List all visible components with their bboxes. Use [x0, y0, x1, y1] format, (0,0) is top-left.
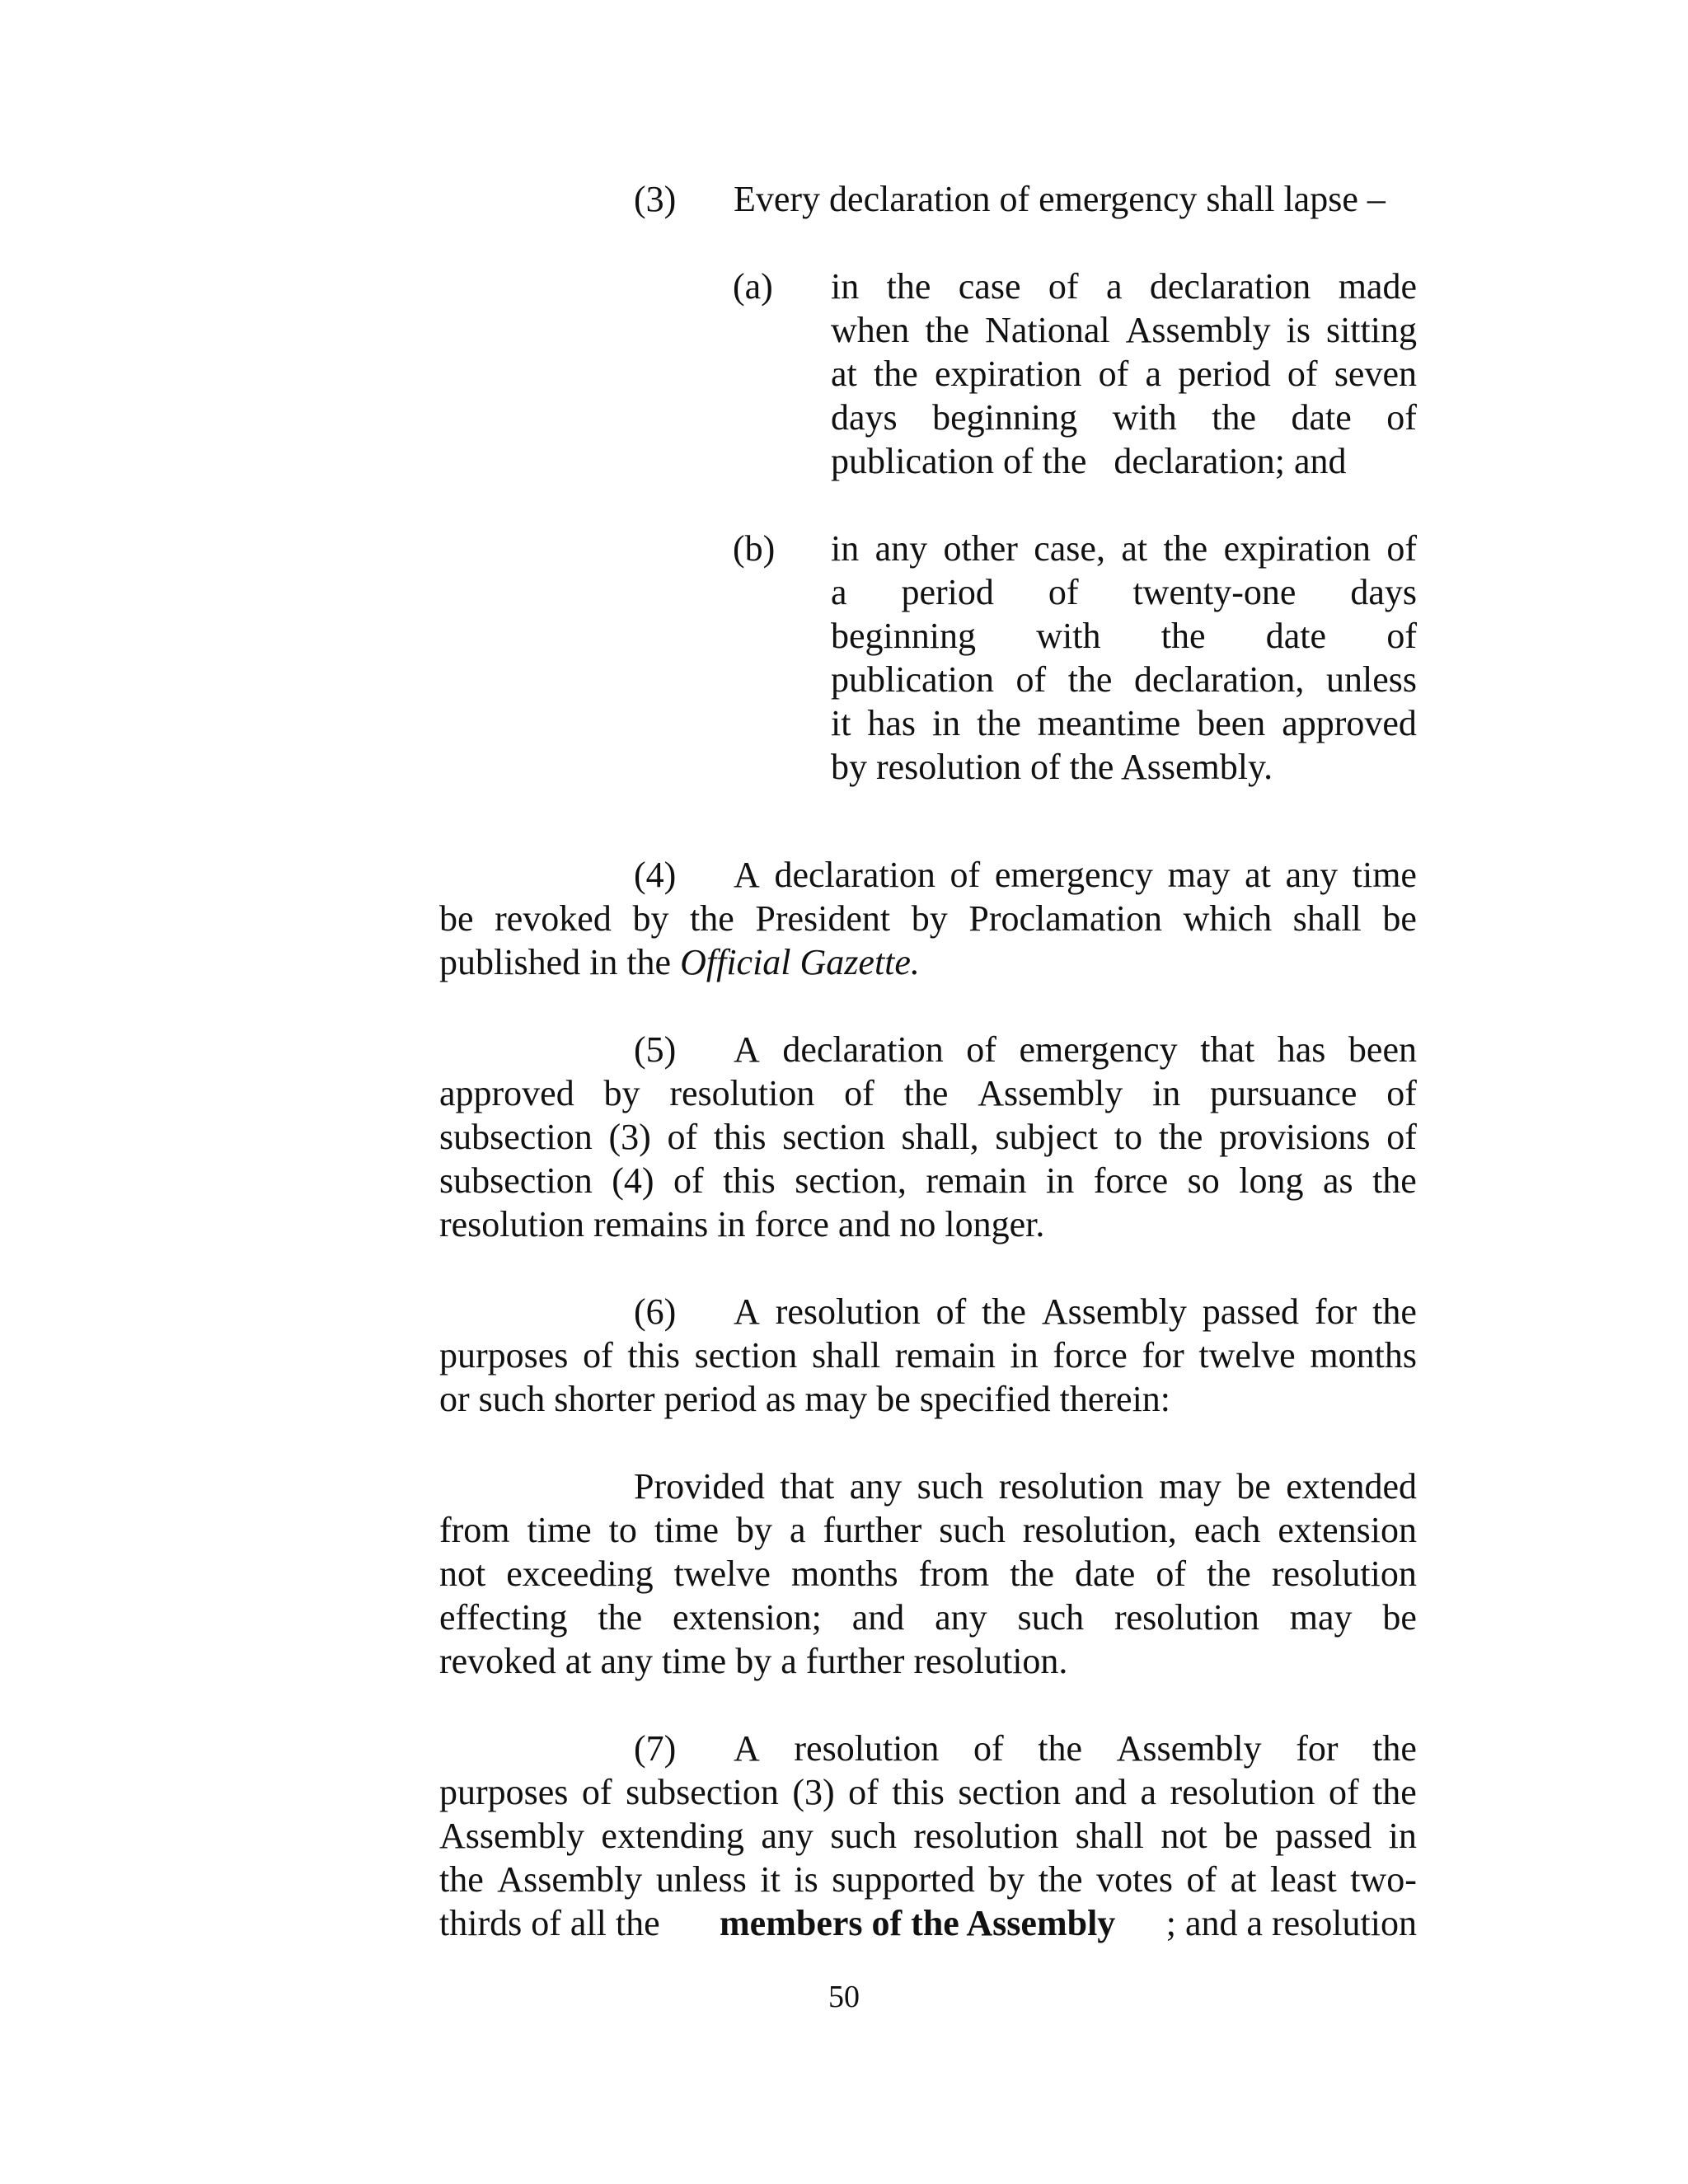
members-of-assembly-bold: members of the Assembly: [720, 1903, 1116, 1943]
word: beginning: [831, 616, 976, 656]
subsection-7-last-b: ; and a resolution: [1165, 1903, 1417, 1943]
proviso-text-line: [439, 1596, 1417, 1639]
word: a: [790, 1510, 806, 1550]
word: of: [583, 1335, 613, 1376]
word: not: [439, 1554, 486, 1594]
word: the: [1207, 1554, 1251, 1594]
word: made: [1338, 266, 1417, 307]
word: any: [874, 528, 928, 569]
word: the: [1038, 1728, 1083, 1769]
subsection-4-last-prefix: published in the: [439, 942, 681, 982]
official-gazette-italic: Official Gazette.: [680, 942, 920, 982]
proviso-text-line: [439, 1552, 1417, 1596]
word: this: [627, 1335, 680, 1376]
word: date: [1291, 397, 1352, 438]
word: pursuance: [1210, 1073, 1357, 1113]
word: remain: [894, 1335, 996, 1376]
word: it: [831, 703, 851, 743]
word: has: [1277, 1029, 1326, 1070]
word: with: [1112, 397, 1177, 438]
word: the: [886, 266, 931, 307]
word: be: [439, 898, 474, 939]
word: may: [1167, 855, 1231, 895]
subsection-5-text-line: [439, 1071, 1417, 1115]
page-number: 50: [828, 1980, 860, 2014]
word: is: [794, 1859, 818, 1900]
word: and: [851, 1597, 905, 1638]
paragraph-a-text-line: [831, 308, 1417, 352]
word: of: [1156, 1554, 1187, 1594]
word: National: [985, 310, 1110, 350]
proviso-last-line: revoked at any time by a further resolution.: [439, 1641, 1068, 1681]
word: other: [943, 528, 1018, 569]
word: in: [831, 266, 860, 307]
word: long: [1239, 1160, 1304, 1201]
word: when: [831, 310, 910, 350]
word: the: [1372, 1291, 1417, 1332]
paragraph-b-text-line: [831, 658, 1417, 701]
word: this: [713, 1117, 767, 1157]
subsection-6-number: (6): [634, 1291, 677, 1332]
word: Assembly: [497, 1859, 643, 1900]
paragraph-a-text-line: [831, 265, 1417, 308]
word: resolution: [775, 1291, 921, 1332]
word: Assembly: [439, 1816, 584, 1856]
word: any: [761, 1816, 814, 1856]
subsection-4-text-line: [439, 897, 1417, 940]
word: shall: [1075, 1816, 1144, 1856]
word: from: [918, 1554, 990, 1594]
word: shall: [1292, 898, 1362, 939]
word: declaration: [782, 1029, 944, 1070]
word: Assembly: [1041, 1291, 1187, 1332]
word: the: [439, 1859, 484, 1900]
word: such: [1017, 1597, 1085, 1638]
word: time: [1352, 855, 1417, 895]
word: the: [1372, 1160, 1417, 1201]
word: for: [1142, 1335, 1184, 1376]
word: provisions: [1219, 1117, 1371, 1157]
subsection-7-text-line: [439, 1814, 1417, 1858]
word: be: [1382, 1597, 1417, 1638]
word: A: [734, 1728, 760, 1769]
word: unless: [1325, 659, 1417, 700]
subsection-5-number: (5): [634, 1029, 677, 1070]
word: the: [925, 310, 970, 350]
word: sitting: [1325, 310, 1417, 350]
word: resolution: [794, 1728, 940, 1769]
subsection-4-first-line-row: [734, 853, 1417, 897]
word: emergency: [994, 855, 1154, 895]
subsection-6-last-line: or such shorter period as may be specified therein:: [439, 1379, 1171, 1419]
word: in: [931, 703, 961, 743]
word: in: [1388, 1816, 1417, 1856]
word: Provided: [634, 1466, 765, 1507]
subsection-7-text-line: [439, 1770, 1417, 1814]
word: exceeding: [506, 1554, 654, 1594]
word: as: [1322, 1160, 1353, 1201]
word: Assembly: [1125, 310, 1271, 350]
word: a: [1145, 354, 1162, 394]
word: date: [1265, 616, 1327, 656]
word: the: [977, 703, 1021, 743]
word: in: [1046, 1160, 1075, 1201]
word: of: [1048, 572, 1079, 612]
word: the: [1067, 659, 1113, 700]
subsection-7-last-line: [439, 1901, 1417, 1945]
word: of: [581, 1772, 612, 1812]
word: days: [831, 397, 898, 438]
word: declaration: [774, 855, 935, 895]
word: A: [734, 1291, 760, 1332]
word: expiration: [935, 354, 1082, 394]
subsection-5-text-line: [439, 1159, 1417, 1202]
word: any: [1285, 855, 1339, 895]
word: twelve: [1198, 1335, 1296, 1376]
word: section: [782, 1117, 885, 1157]
word: of: [1098, 354, 1129, 394]
word: of: [1386, 528, 1417, 569]
word: by: [736, 1510, 773, 1550]
word: to: [1114, 1117, 1142, 1157]
word: Proclamation: [968, 898, 1162, 939]
word: for: [1314, 1291, 1357, 1332]
word: to: [608, 1510, 637, 1550]
subsection-5-last-line: resolution remains in force and no longer.: [439, 1204, 1045, 1244]
word: of: [1015, 659, 1047, 700]
word: such: [830, 1816, 897, 1856]
word: passed: [1202, 1291, 1300, 1332]
word: Assembly: [978, 1073, 1123, 1113]
word: resolution: [1271, 1554, 1417, 1594]
word: section: [958, 1772, 1061, 1812]
word: of: [950, 855, 981, 895]
subsection-4-last-line: [439, 940, 920, 984]
word: the: [903, 1073, 949, 1113]
word: time: [654, 1510, 720, 1550]
word: months: [1310, 1335, 1417, 1376]
word: section,: [795, 1160, 907, 1201]
word: each: [1193, 1510, 1261, 1550]
word: of: [1048, 266, 1079, 307]
word: force: [1093, 1160, 1169, 1201]
word: in: [1010, 1335, 1039, 1376]
word: which: [1183, 898, 1273, 939]
subsection-7-text-line: [439, 1858, 1417, 1901]
word: meantime: [1037, 703, 1181, 743]
paragraph-a-number: (a): [733, 266, 773, 307]
subsection-7-number: (7): [634, 1728, 677, 1769]
word: twenty-one: [1132, 572, 1296, 612]
word: date: [1075, 1554, 1136, 1594]
word: the: [1212, 397, 1257, 438]
word: time: [527, 1510, 592, 1550]
word: with: [1036, 616, 1101, 656]
word: of: [844, 1073, 874, 1113]
word: resolution,: [1022, 1510, 1177, 1550]
word: supported: [832, 1859, 975, 1900]
word: by: [632, 898, 669, 939]
word: of: [667, 1117, 698, 1157]
word: unless: [655, 1859, 747, 1900]
word: further: [823, 1510, 922, 1550]
word: the: [1158, 1117, 1203, 1157]
word: approved: [439, 1073, 574, 1113]
word: shall,: [901, 1117, 979, 1157]
word: the: [690, 898, 734, 939]
word: resolution: [669, 1073, 815, 1113]
word: of: [973, 1728, 1004, 1769]
word: subsection: [439, 1117, 593, 1157]
word: period: [901, 572, 994, 612]
word: section: [694, 1335, 798, 1376]
word: the: [1372, 1772, 1417, 1812]
word: case,: [1034, 528, 1105, 569]
word: expiration: [1223, 528, 1371, 569]
word: emergency: [1019, 1029, 1178, 1070]
word: purposes: [439, 1772, 569, 1812]
subsection-7-last-a: thirds of all the: [439, 1903, 669, 1943]
word: and: [1074, 1772, 1127, 1812]
word: remain: [926, 1160, 1027, 1201]
word: resolution: [998, 1466, 1144, 1507]
word: two-: [1350, 1859, 1417, 1900]
word: in: [1152, 1073, 1181, 1113]
word: extension;: [673, 1597, 822, 1638]
word: of: [966, 1029, 996, 1070]
subsection-3-number: (3): [634, 179, 677, 219]
word: resolution: [913, 1816, 1059, 1856]
word: at: [1121, 528, 1148, 569]
word: at: [1230, 1859, 1257, 1900]
word: of: [673, 1160, 704, 1201]
subsection-7-first-line-row: [734, 1727, 1417, 1770]
word: a: [831, 572, 847, 612]
paragraph-b-last-line: by resolution of the Assembly.: [831, 747, 1273, 787]
word: extended: [1286, 1466, 1417, 1507]
word: declaration,: [1133, 659, 1305, 700]
word: by: [988, 1859, 1025, 1900]
word: has: [867, 703, 917, 743]
word: A: [734, 855, 760, 895]
word: subsection: [439, 1160, 593, 1201]
word: period: [1178, 354, 1271, 394]
word: in: [831, 528, 860, 569]
word: the: [1160, 616, 1206, 656]
word: purposes: [439, 1335, 569, 1376]
word: by: [911, 898, 948, 939]
word: at: [831, 354, 857, 394]
word: this: [892, 1772, 945, 1812]
word: publication: [831, 659, 994, 700]
word: shall: [811, 1335, 881, 1376]
word: subject: [995, 1117, 1099, 1157]
word: by: [603, 1073, 640, 1113]
word: resolution: [1170, 1772, 1315, 1812]
word: (3): [608, 1117, 651, 1157]
subsection-5-first-line-row: [734, 1028, 1417, 1071]
word: of: [935, 1291, 967, 1332]
paragraph-a-text-line: [831, 396, 1417, 439]
word: this: [723, 1160, 776, 1201]
word: passed: [1274, 1816, 1372, 1856]
word: revoked: [495, 898, 612, 939]
word: been: [1348, 1029, 1417, 1070]
proviso-text-line: [439, 1508, 1417, 1552]
word: is: [1286, 310, 1311, 350]
word: the: [1163, 528, 1208, 569]
paragraph-b-number: (b): [733, 528, 776, 569]
word: it: [760, 1859, 781, 1900]
word: declaration: [1149, 266, 1311, 307]
subsection-5-text-line: [439, 1115, 1417, 1159]
word: that: [1200, 1029, 1255, 1070]
word: the: [1372, 1728, 1417, 1769]
word: (4): [612, 1160, 654, 1201]
word: subsection: [626, 1772, 779, 1812]
word: of: [1386, 1073, 1417, 1113]
word: twelve: [673, 1554, 771, 1594]
word: may: [1159, 1466, 1221, 1507]
word: for: [1296, 1728, 1339, 1769]
word: of: [1386, 397, 1417, 438]
word: seven: [1334, 354, 1417, 394]
paragraph-b-text-line: [831, 527, 1417, 570]
subsection-4-number: (4): [634, 855, 677, 895]
word: a: [1105, 266, 1123, 307]
word: approved: [1282, 703, 1417, 743]
word: of: [1186, 1859, 1217, 1900]
proviso-first-line-row: [634, 1465, 1417, 1508]
paragraph-b-text-line: [831, 614, 1417, 658]
word: so: [1187, 1160, 1220, 1201]
word: months: [791, 1554, 898, 1594]
paragraph-a-last-line: publication of the declaration; and: [831, 441, 1347, 481]
word: the: [598, 1597, 643, 1638]
paragraph-b-text-line: [831, 701, 1417, 745]
word: the: [874, 354, 918, 394]
word: the: [1038, 1859, 1083, 1900]
word: of: [1287, 354, 1318, 394]
word: force: [1053, 1335, 1128, 1376]
word: such: [917, 1466, 984, 1507]
word: at: [1245, 855, 1271, 895]
word: been: [1197, 703, 1266, 743]
word: of: [848, 1772, 879, 1812]
paragraph-b-text-line: [831, 570, 1417, 614]
word: may: [1289, 1597, 1353, 1638]
word: effecting: [439, 1597, 568, 1638]
word: a: [1140, 1772, 1156, 1812]
word: not: [1160, 1816, 1207, 1856]
word: any: [935, 1597, 987, 1638]
word: of: [1386, 1117, 1417, 1157]
word: resolution: [1114, 1597, 1259, 1638]
word: President: [755, 898, 891, 939]
word: be: [1223, 1816, 1259, 1856]
word: least: [1270, 1859, 1337, 1900]
word: beginning: [932, 397, 1078, 438]
word: of: [1386, 616, 1417, 656]
word: be: [1382, 898, 1417, 939]
paragraph-a-text-line: [831, 352, 1417, 396]
word: days: [1350, 572, 1417, 612]
word: the: [1010, 1554, 1054, 1594]
word: case: [958, 266, 1021, 307]
word: such: [939, 1510, 1006, 1550]
word: the: [982, 1291, 1026, 1332]
word: (3): [792, 1772, 835, 1812]
word: votes: [1096, 1859, 1174, 1900]
word: any: [849, 1466, 903, 1507]
word: Assembly: [1116, 1728, 1262, 1769]
word: A: [734, 1029, 760, 1070]
word: be: [1236, 1466, 1271, 1507]
word: that: [780, 1466, 835, 1507]
word: extending: [601, 1816, 744, 1856]
word: from: [439, 1510, 510, 1550]
subsection-6-first-line-row: [734, 1290, 1417, 1333]
subsection-6-text-line: [439, 1333, 1417, 1377]
word: of: [1328, 1772, 1359, 1812]
subsection-3-lead: Every declaration of emergency shall lapse –: [734, 179, 1386, 219]
word: extension: [1278, 1510, 1417, 1550]
